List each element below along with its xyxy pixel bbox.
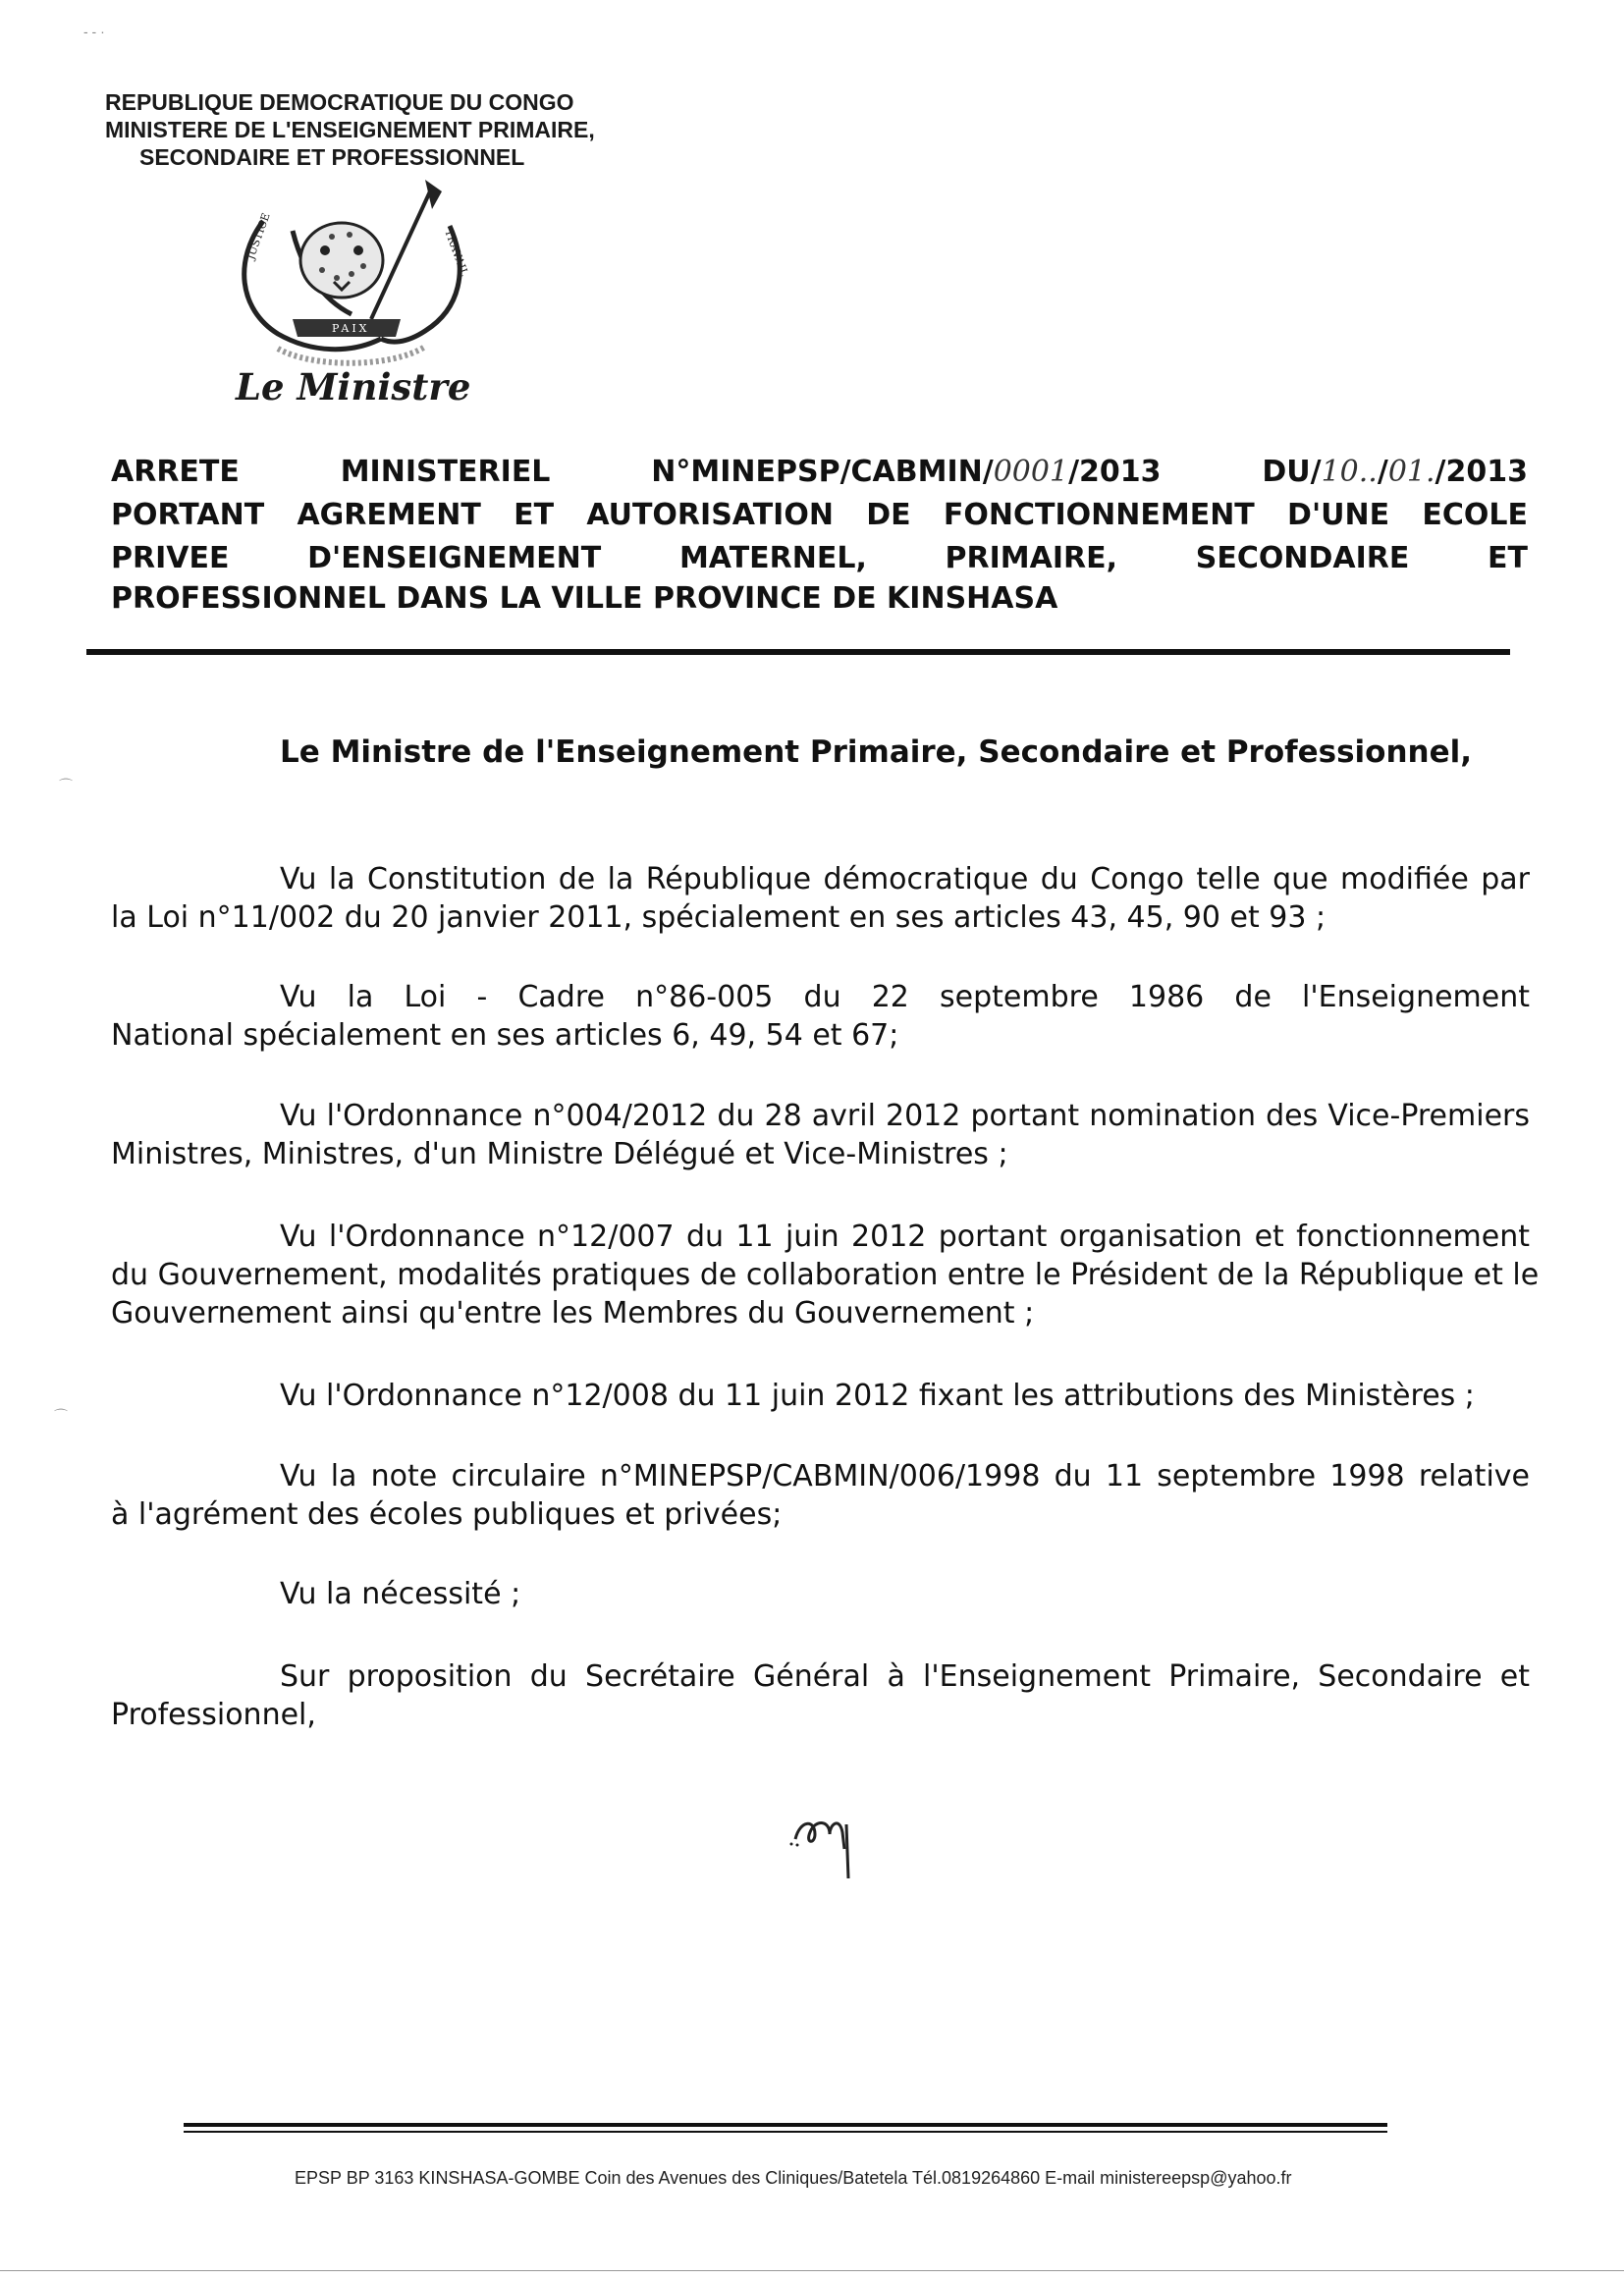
- decree-ref-prefix: N°MINEPSP/CABMIN/: [651, 455, 994, 489]
- paragraph-line: Professionnel,: [111, 1698, 316, 1732]
- footer-rule-thin: [184, 2131, 1387, 2133]
- scan-speck: ⌒: [59, 778, 73, 793]
- paragraph-proposition: [111, 1657, 1530, 1734]
- paragraph-line: National spécialement en ses articles 6, 49, 54 et 67;: [111, 1018, 899, 1053]
- paragraph-line: Ministres, Ministres, d'un Ministre Délégué et Vice-Ministres ;: [111, 1137, 1008, 1171]
- date-prefix: DU/: [1262, 455, 1322, 489]
- decree-title-line3: PRIVEE D'ENSEIGNEMENT MATERNEL, PRIMAIRE, SECONDAIRE ET: [111, 541, 1528, 575]
- decree-title-line4: PROFESSIONNEL DANS LA VILLE PROVINCE DE KINSHASA: [111, 581, 1058, 616]
- header-line-ministry-cont: SECONDAIRE ET PROFESSIONNEL: [139, 144, 525, 170]
- paragraph-line: Vu la Loi - Cadre n°86-005 du 22 septembre 1986 de l'Enseignement: [280, 980, 1530, 1014]
- paragraph-line: la Loi n°11/002 du 20 janvier 2011, spécialement en ses articles 43, 45, 90 et 93 ;: [111, 900, 1326, 935]
- handwritten-initials: [785, 1805, 874, 1883]
- title-divider: [86, 649, 1510, 655]
- header-line-country: REPUBLIQUE DEMOCRATIQUE DU CONGO: [105, 89, 574, 115]
- paragraph-line: Sur proposition du Secrétaire Général à l'Enseignement Primaire, Secondaire et: [280, 1659, 1530, 1694]
- paragraph-line: Vu la nécessité ;: [280, 1577, 521, 1611]
- paragraph-line: Gouvernement ainsi qu'entre les Membres du Gouvernement ;: [111, 1296, 1035, 1330]
- paragraph-necessite: [111, 1575, 1530, 1613]
- paragraph-note-circulaire: [111, 1457, 1530, 1534]
- paragraph-line: du Gouvernement, modalités pratiques de collaboration entre le Président de la République et le: [111, 1258, 1540, 1292]
- coat-of-arms-emblem: [224, 172, 471, 383]
- emblem-motto-left: JUSTICE: [244, 211, 273, 262]
- title-word-arrete: ARRETE: [111, 455, 240, 489]
- paragraph-line: Vu la Constitution de la République démocratique du Congo telle que modifiée par: [280, 862, 1530, 896]
- handwritten-month: 01.: [1387, 455, 1435, 489]
- decree-year: /2013: [1068, 455, 1162, 489]
- footer-contact: EPSP BP 3163 KINSHASA-GOMBE Coin des Avenues des Cliniques/Batetela Tél.0819264860 E-mail ministereepsp@yahoo.fr: [295, 2168, 1292, 2188]
- minister-heading: Le Ministre de l'Enseignement Primaire, Secondaire et Professionnel,: [280, 734, 1473, 770]
- decree-title-line1: [111, 453, 1528, 492]
- header-line-ministry: MINISTERE DE L'ENSEIGNEMENT PRIMAIRE,: [105, 117, 595, 142]
- paragraph-line: à l'agrément des écoles publiques et privées;: [111, 1497, 783, 1532]
- scan-speck: ‐ ‐ ·: [83, 24, 105, 39]
- paragraph-line: Vu l'Ordonnance n°004/2012 du 28 avril 2012 portant nomination des Vice-Premiers: [280, 1099, 1530, 1133]
- date-year: /2013: [1435, 455, 1528, 489]
- paragraph-line: Vu l'Ordonnance n°12/007 du 11 juin 2012 portant organisation et fonctionnement: [280, 1220, 1530, 1254]
- paragraph-line: Vu l'Ordonnance n°12/008 du 11 juin 2012 fixant les attributions des Ministères ;: [280, 1379, 1475, 1413]
- decree-date: [1262, 455, 1528, 489]
- emblem-motto-right: TRAVAIL: [442, 227, 471, 278]
- paragraph-ordonnance-008: [111, 1377, 1530, 1415]
- handwritten-number: 0001: [993, 455, 1069, 489]
- signature-title: Le Ministre: [236, 365, 471, 408]
- paragraph-loi-cadre: [111, 978, 1530, 1055]
- decree-number: [651, 455, 1161, 489]
- paragraph-line: Vu la note circulaire n°MINEPSP/CABMIN/006/1998 du 11 septembre 1998 relative: [280, 1459, 1530, 1493]
- decree-title-line2: PORTANT AGREMENT ET AUTORISATION DE FONCTIONNEMENT D'UNE ECOLE: [111, 498, 1528, 532]
- title-word-ministeriel: MINISTERIEL: [340, 455, 551, 489]
- emblem-motto-center: PAIX: [332, 322, 370, 335]
- paragraph-ordonnance-004: [111, 1097, 1530, 1173]
- handwritten-day: 10..: [1321, 455, 1378, 489]
- date-sep: /: [1377, 455, 1388, 489]
- paragraph-ordonnance-007: [111, 1218, 1540, 1332]
- paragraph-constitution: [111, 860, 1530, 937]
- footer-rule: [184, 2123, 1387, 2127]
- scan-speck: ⌒: [54, 1408, 68, 1424]
- page-bottom-edge: [0, 2270, 1624, 2271]
